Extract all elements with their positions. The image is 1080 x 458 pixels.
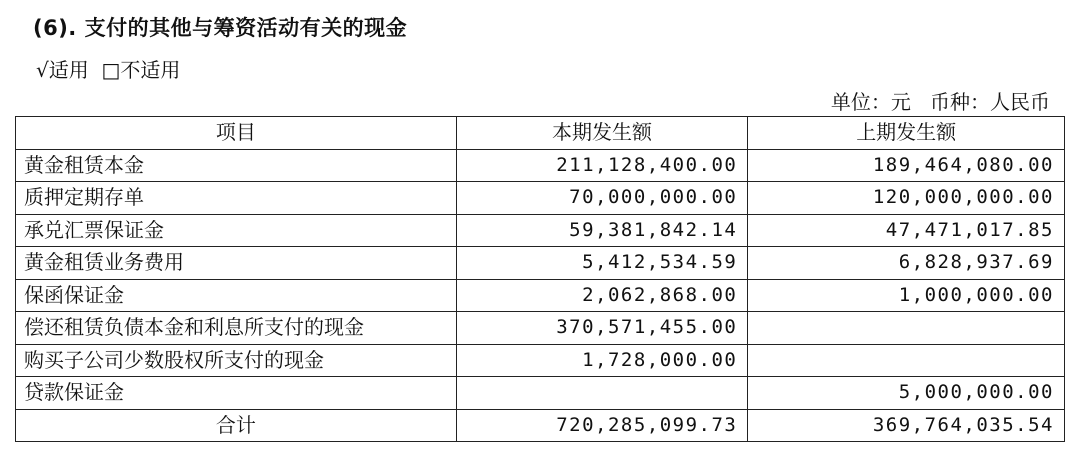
row-current: 1,728,000.00 xyxy=(456,344,748,377)
row-current: 59,381,842.14 xyxy=(456,214,748,247)
row-previous: 5,000,000.00 xyxy=(748,377,1065,410)
table-row xyxy=(16,182,1065,215)
total-current: 720,285,099.73 xyxy=(456,409,748,442)
not-applicable-label: □不适用 xyxy=(101,58,181,82)
section-title: (6). 支付的其他与筹资活动有关的现金 xyxy=(33,16,408,40)
row-previous xyxy=(748,344,1065,377)
row-item: 黄金租赁业务费用 xyxy=(16,247,457,280)
total-label: 合计 xyxy=(16,409,457,442)
row-item: 质押定期存单 xyxy=(16,182,457,215)
total-previous: 369,764,035.54 xyxy=(748,409,1065,442)
row-current: 211,128,400.00 xyxy=(456,149,748,182)
row-current: 70,000,000.00 xyxy=(456,182,748,215)
row-item: 贷款保证金 xyxy=(16,377,457,410)
table-header-row xyxy=(16,117,1065,150)
row-current: 2,062,868.00 xyxy=(456,279,748,312)
row-item: 黄金租赁本金 xyxy=(16,149,457,182)
row-previous: 189,464,080.00 xyxy=(748,149,1065,182)
row-current: 5,412,534.59 xyxy=(456,247,748,280)
row-current: 370,571,455.00 xyxy=(456,312,748,345)
table-row xyxy=(16,214,1065,247)
row-previous: 6,828,937.69 xyxy=(748,247,1065,280)
unit-currency-line: 单位：元 币种：人民币 xyxy=(830,90,1050,114)
row-previous: 47,471,017.85 xyxy=(748,214,1065,247)
row-item: 偿还租赁负债本金和利息所支付的现金 xyxy=(16,312,457,345)
row-item: 承兑汇票保证金 xyxy=(16,214,457,247)
financing-cash-table xyxy=(15,116,1065,442)
header-previous-period: 上期发生额 xyxy=(748,117,1065,150)
row-current xyxy=(456,377,748,410)
applicable-checked-label: √适用 xyxy=(36,58,89,82)
row-previous xyxy=(748,312,1065,345)
header-current-period: 本期发生额 xyxy=(456,117,748,150)
table-row xyxy=(16,279,1065,312)
header-item: 项目 xyxy=(16,117,457,150)
row-previous: 120,000,000.00 xyxy=(748,182,1065,215)
table-row xyxy=(16,247,1065,280)
table-row xyxy=(16,344,1065,377)
row-item: 购买子公司少数股权所支付的现金 xyxy=(16,344,457,377)
table-row xyxy=(16,312,1065,345)
applicability-indicator xyxy=(36,54,180,83)
row-item: 保函保证金 xyxy=(16,279,457,312)
table-row xyxy=(16,377,1065,410)
table-row xyxy=(16,149,1065,182)
table-total-row xyxy=(16,409,1065,442)
row-previous: 1,000,000.00 xyxy=(748,279,1065,312)
